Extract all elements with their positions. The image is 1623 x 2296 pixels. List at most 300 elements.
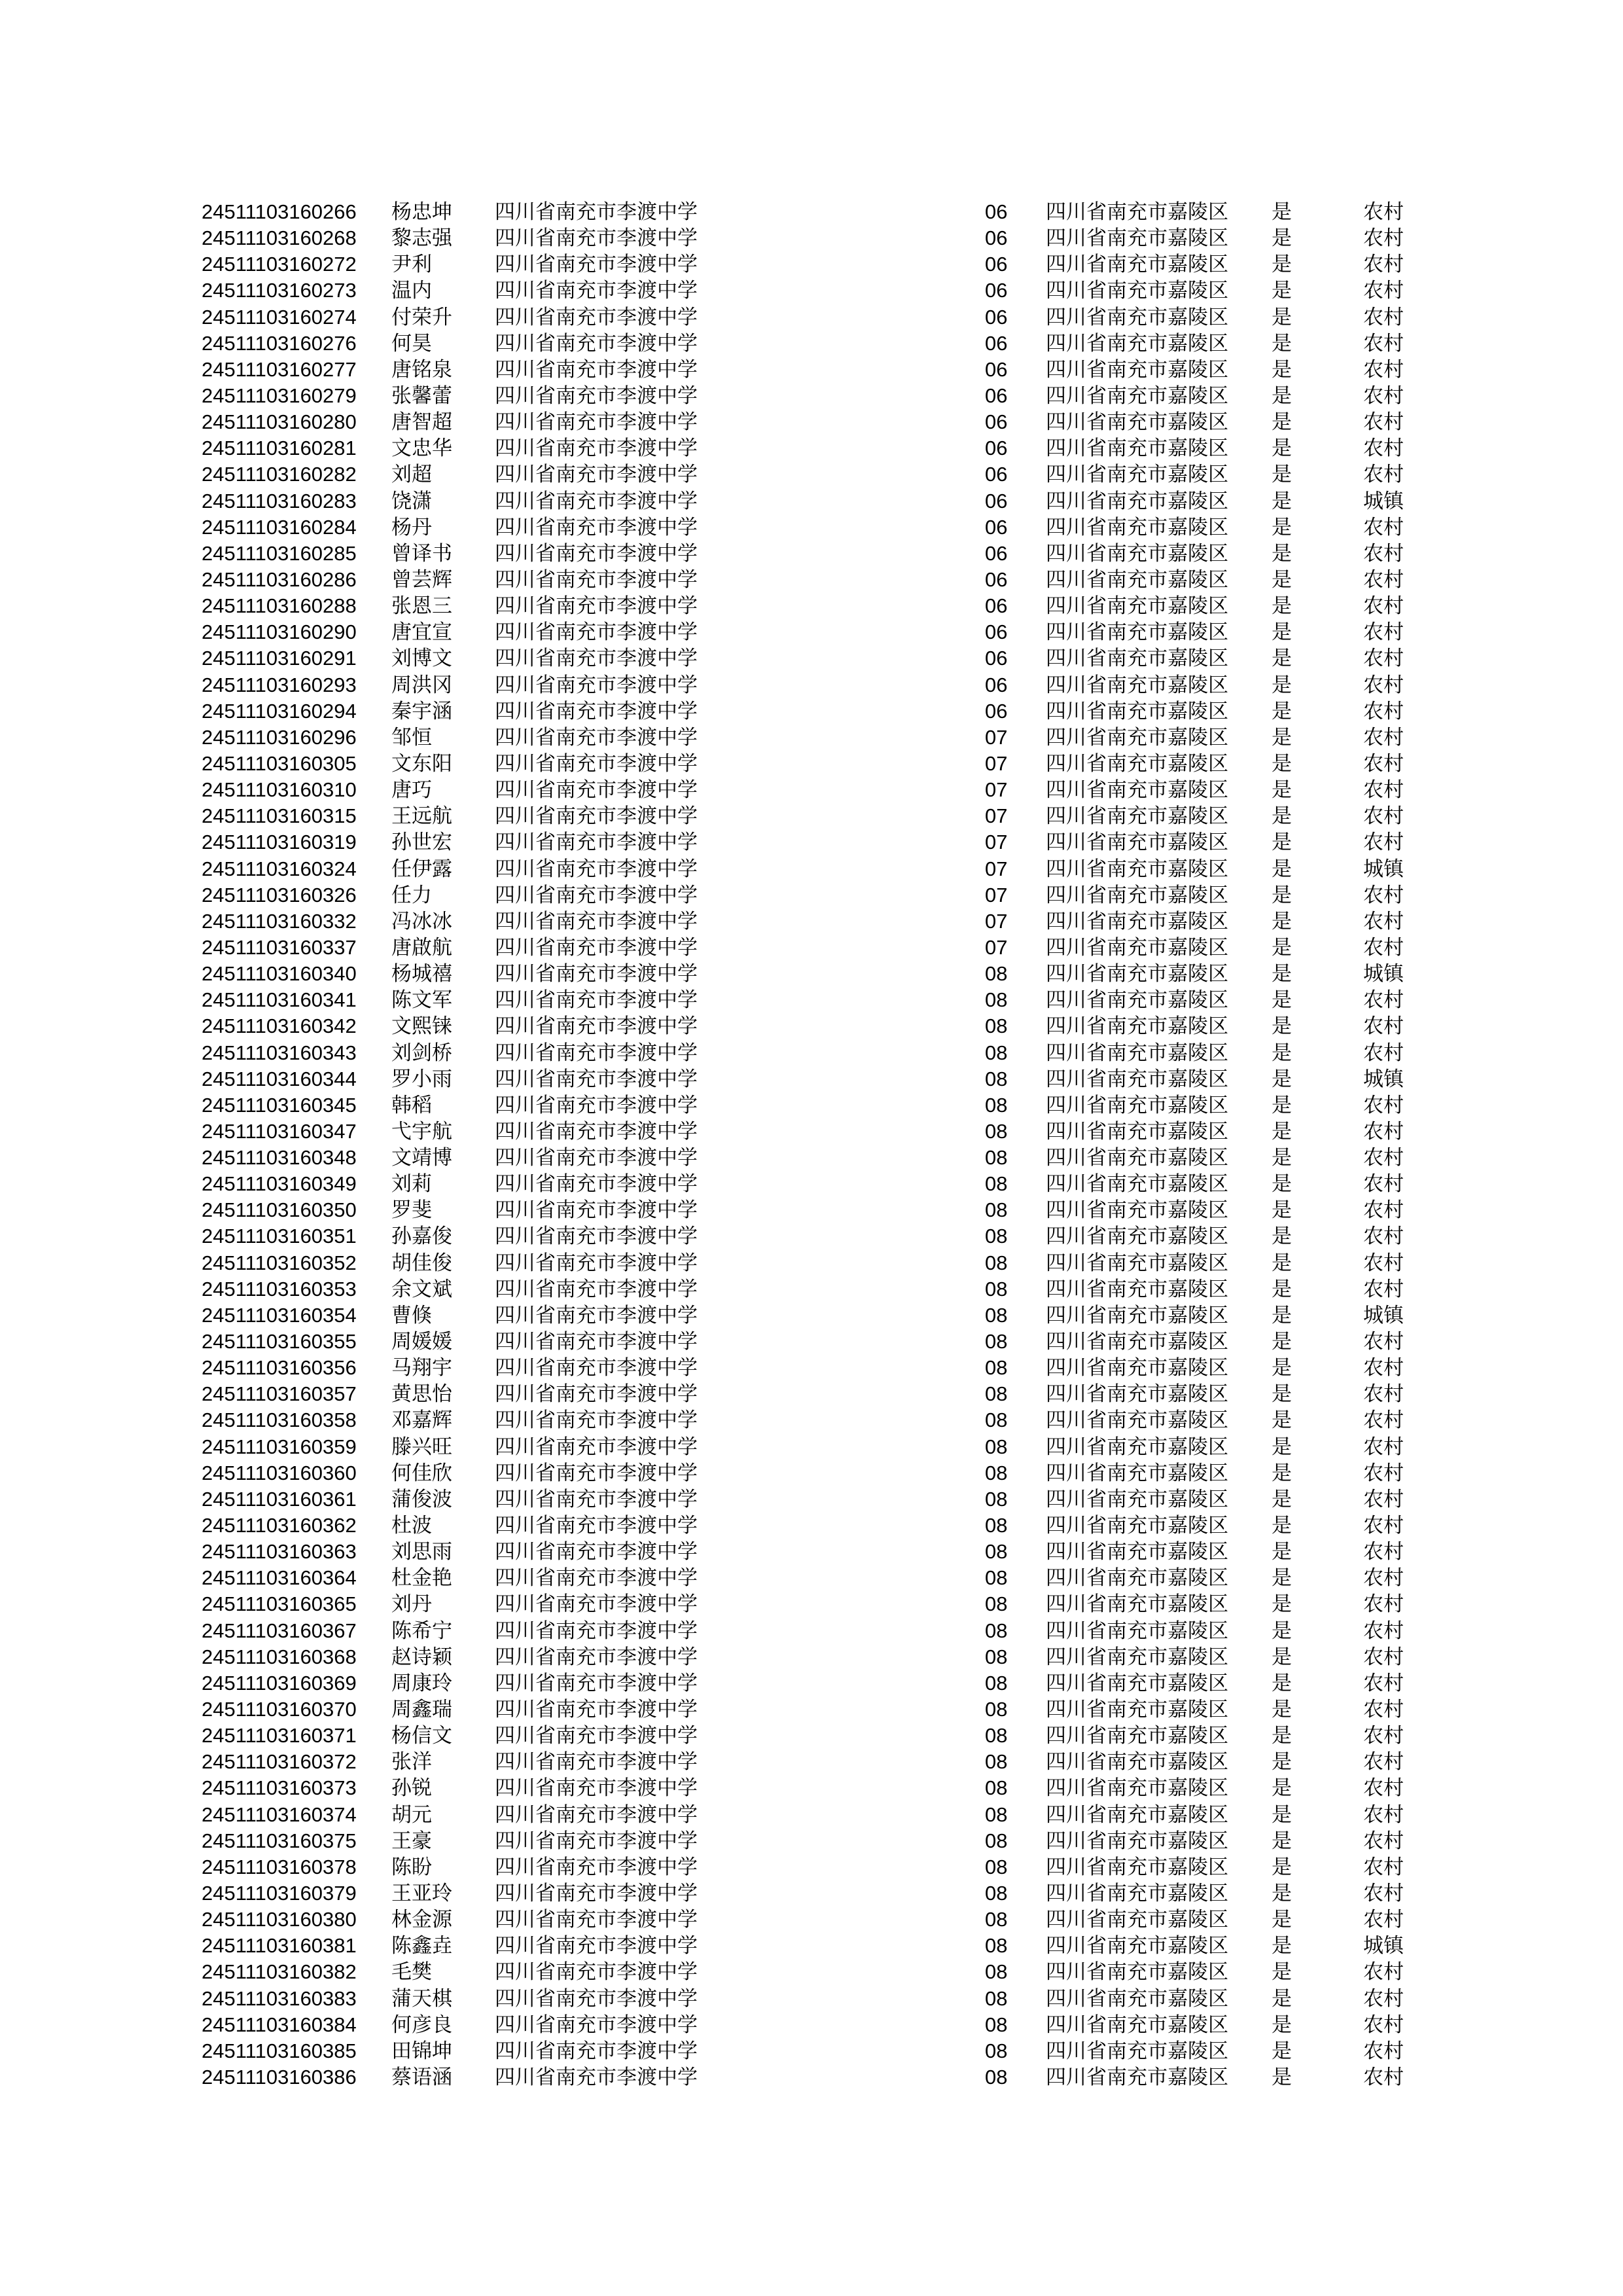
table-row	[0, 1171, 1623, 1197]
exam-number-cell: 24511103160347	[202, 1119, 357, 1143]
student-name-cell: 刘莉	[391, 1172, 432, 1196]
school-cell: 四川省南充市李渡中学	[495, 988, 698, 1013]
exam-number-cell: 24511103160345	[202, 1093, 357, 1117]
student-name-cell: 刘丹	[391, 1592, 432, 1617]
residence-type-cell: 农村	[1363, 883, 1404, 907]
table-row	[0, 1066, 1623, 1092]
student-name-cell: 胡元	[391, 1803, 432, 1827]
table-row	[0, 1460, 1623, 1486]
exam-number-cell: 24511103160290	[202, 620, 357, 644]
region-cell: 四川省南充市嘉陵区	[1046, 1408, 1228, 1433]
student-name-cell: 刘思雨	[391, 1540, 452, 1564]
exam-number-cell: 24511103160371	[202, 1724, 357, 1748]
table-row	[0, 1145, 1623, 1171]
school-cell: 四川省南充市李渡中学	[495, 1803, 698, 1827]
region-cell: 四川省南充市嘉陵区	[1046, 831, 1228, 855]
student-name-cell: 周洪冈	[391, 673, 452, 697]
table-row	[0, 1880, 1623, 1907]
table-row	[0, 541, 1623, 567]
school-cell: 四川省南充市李渡中学	[495, 489, 698, 513]
table-row	[0, 1407, 1623, 1433]
region-cell: 四川省南充市嘉陵区	[1046, 1960, 1228, 1984]
flag-cell: 是	[1272, 1671, 1292, 1695]
exam-number-cell: 24511103160294	[202, 699, 357, 723]
region-cell: 四川省南充市嘉陵区	[1046, 226, 1228, 251]
flag-cell: 是	[1272, 1461, 1292, 1485]
student-name-cell: 余文斌	[391, 1277, 452, 1301]
student-name-cell: 冯冰冰	[391, 909, 452, 933]
residence-type-cell: 农村	[1363, 1014, 1404, 1039]
table-row	[0, 409, 1623, 435]
student-name-cell: 王亚玲	[391, 1882, 452, 1905]
school-cell: 四川省南充市李渡中学	[495, 778, 698, 802]
exam-number-cell: 24511103160350	[202, 1198, 357, 1222]
school-cell: 四川省南充市李渡中学	[495, 1855, 698, 1879]
student-name-cell: 蔡语涵	[391, 2065, 452, 2089]
school-cell: 四川省南充市李渡中学	[495, 647, 698, 671]
class-code-cell: 08	[985, 1487, 1008, 1511]
table-row	[0, 2038, 1623, 2064]
residence-type-cell: 农村	[1363, 567, 1404, 592]
flag-cell: 是	[1272, 1093, 1292, 1117]
residence-type-cell: 农村	[1363, 1960, 1404, 1984]
exam-number-cell: 24511103160356	[202, 1356, 357, 1380]
table-row	[0, 488, 1623, 514]
class-code-cell: 06	[985, 489, 1008, 512]
school-cell: 四川省南充市李渡中学	[495, 1382, 698, 1407]
exam-number-cell: 24511103160332	[202, 909, 357, 933]
flag-cell: 是	[1272, 200, 1292, 224]
table-row	[0, 1591, 1623, 1617]
school-cell: 四川省南充市李渡中学	[495, 2013, 698, 2037]
residence-type-cell: 农村	[1363, 384, 1404, 408]
region-cell: 四川省南充市嘉陵区	[1046, 1356, 1228, 1380]
school-cell: 四川省南充市李渡中学	[495, 1408, 698, 1433]
school-cell: 四川省南充市李渡中学	[495, 357, 698, 382]
school-cell: 四川省南充市李渡中学	[495, 1330, 698, 1354]
student-name-cell: 杨丹	[391, 515, 432, 539]
residence-type-cell: 农村	[1363, 1119, 1404, 1143]
class-code-cell: 08	[985, 1198, 1008, 1222]
flag-cell: 是	[1272, 1067, 1292, 1091]
class-code-cell: 08	[985, 962, 1008, 986]
flag-cell: 是	[1272, 253, 1292, 277]
region-cell: 四川省南充市嘉陵区	[1046, 567, 1228, 592]
school-cell: 四川省南充市李渡中学	[495, 463, 698, 487]
school-cell: 四川省南充市李渡中学	[495, 279, 698, 303]
flag-cell: 是	[1272, 1277, 1292, 1301]
residence-type-cell: 农村	[1363, 357, 1404, 382]
region-cell: 四川省南充市嘉陵区	[1046, 1514, 1228, 1538]
student-name-cell: 周鑫瑞	[391, 1698, 452, 1722]
table-row	[0, 1618, 1623, 1644]
student-name-cell: 唐宜宣	[391, 620, 452, 645]
student-name-cell: 任伊露	[391, 857, 452, 881]
exam-number-cell: 24511103160296	[202, 725, 357, 749]
school-cell: 四川省南充市李渡中学	[495, 226, 698, 251]
student-name-cell: 唐智超	[391, 410, 452, 435]
flag-cell: 是	[1272, 331, 1292, 355]
exam-number-cell: 24511103160343	[202, 1041, 357, 1064]
school-cell: 四川省南充市李渡中学	[495, 1566, 698, 1590]
region-cell: 四川省南充市嘉陵区	[1046, 1566, 1228, 1590]
residence-type-cell: 农村	[1363, 1592, 1404, 1617]
exam-number-cell: 24511103160288	[202, 594, 357, 618]
table-row	[0, 1513, 1623, 1539]
class-code-cell: 08	[985, 1172, 1008, 1196]
exam-number-cell: 24511103160364	[202, 1566, 357, 1590]
residence-type-cell: 农村	[1363, 1566, 1404, 1590]
class-code-cell: 08	[985, 1882, 1008, 1905]
region-cell: 四川省南充市嘉陵区	[1046, 620, 1228, 645]
residence-type-cell: 农村	[1363, 1619, 1404, 1643]
flag-cell: 是	[1272, 778, 1292, 802]
table-row	[0, 331, 1623, 357]
table-row	[0, 251, 1623, 278]
flag-cell: 是	[1272, 1172, 1292, 1196]
exam-number-cell: 24511103160378	[202, 1855, 357, 1878]
class-code-cell: 08	[985, 2065, 1008, 2089]
class-code-cell: 08	[985, 1514, 1008, 1537]
exam-number-cell: 24511103160273	[202, 279, 357, 302]
region-cell: 四川省南充市嘉陵区	[1046, 883, 1228, 907]
class-code-cell: 08	[985, 1619, 1008, 1642]
exam-number-cell: 24511103160337	[202, 935, 357, 959]
exam-number-cell: 24511103160279	[202, 384, 357, 407]
table-row	[0, 645, 1623, 672]
exam-number-cell: 24511103160305	[202, 751, 357, 775]
residence-type-cell: 农村	[1363, 1093, 1404, 1117]
flag-cell: 是	[1272, 489, 1292, 513]
flag-cell: 是	[1272, 2039, 1292, 2063]
region-cell: 四川省南充市嘉陵区	[1046, 1724, 1228, 1748]
school-cell: 四川省南充市李渡中学	[495, 1067, 698, 1091]
class-code-cell: 08	[985, 1566, 1008, 1590]
student-name-cell: 周康玲	[391, 1671, 452, 1695]
student-name-cell: 付荣升	[391, 305, 452, 329]
residence-type-cell: 农村	[1363, 673, 1404, 697]
region-cell: 四川省南充市嘉陵区	[1046, 857, 1228, 881]
residence-type-cell: 农村	[1363, 594, 1404, 619]
class-code-cell: 06	[985, 331, 1008, 355]
exam-number-cell: 24511103160342	[202, 1014, 357, 1038]
region-cell: 四川省南充市嘉陵区	[1046, 331, 1228, 355]
exam-number-cell: 24511103160349	[202, 1172, 357, 1196]
school-cell: 四川省南充市李渡中学	[495, 1540, 698, 1564]
exam-number-cell: 24511103160293	[202, 673, 357, 696]
flag-cell: 是	[1272, 1776, 1292, 1801]
class-code-cell: 08	[985, 1645, 1008, 1668]
table-row	[0, 1381, 1623, 1407]
table-row	[0, 199, 1623, 225]
residence-type-cell: 农村	[1363, 2065, 1404, 2089]
class-code-cell: 08	[985, 988, 1008, 1012]
region-cell: 四川省南充市嘉陵区	[1046, 1146, 1228, 1170]
exam-number-cell: 24511103160283	[202, 489, 357, 512]
flag-cell: 是	[1272, 1619, 1292, 1643]
school-cell: 四川省南充市李渡中学	[495, 857, 698, 881]
class-code-cell: 06	[985, 515, 1008, 539]
school-cell: 四川省南充市李渡中学	[495, 437, 698, 461]
exam-number-cell: 24511103160272	[202, 253, 357, 276]
residence-type-cell: 城镇	[1363, 1067, 1404, 1091]
table-row	[0, 304, 1623, 331]
table-row	[0, 1802, 1623, 1828]
flag-cell: 是	[1272, 305, 1292, 329]
flag-cell: 是	[1272, 1382, 1292, 1407]
exam-number-cell: 24511103160355	[202, 1330, 357, 1354]
class-code-cell: 06	[985, 673, 1008, 696]
exam-number-cell: 24511103160340	[202, 962, 357, 986]
student-name-cell: 陈文军	[391, 988, 452, 1013]
region-cell: 四川省南充市嘉陵区	[1046, 935, 1228, 960]
exam-number-cell: 24511103160280	[202, 410, 357, 434]
class-code-cell: 08	[985, 1303, 1008, 1327]
exam-number-cell: 24511103160319	[202, 831, 357, 854]
school-cell: 四川省南充市李渡中学	[495, 1225, 698, 1249]
school-cell: 四川省南充市李渡中学	[495, 909, 698, 933]
residence-type-cell: 农村	[1363, 1251, 1404, 1275]
student-name-cell: 文忠华	[391, 437, 452, 461]
residence-type-cell: 农村	[1363, 1172, 1404, 1196]
exam-number-cell: 24511103160326	[202, 883, 357, 906]
exam-number-cell: 24511103160352	[202, 1251, 357, 1274]
class-code-cell: 08	[985, 1435, 1008, 1458]
region-cell: 四川省南充市嘉陵区	[1046, 751, 1228, 776]
residence-type-cell: 农村	[1363, 1146, 1404, 1170]
residence-type-cell: 农村	[1363, 1225, 1404, 1249]
school-cell: 四川省南充市李渡中学	[495, 1645, 698, 1669]
region-cell: 四川省南充市嘉陵区	[1046, 1698, 1228, 1722]
exam-number-cell: 24511103160353	[202, 1277, 357, 1300]
region-cell: 四川省南充市嘉陵区	[1046, 437, 1228, 461]
exam-number-cell: 24511103160383	[202, 1986, 357, 2010]
student-name-cell: 唐啟航	[391, 935, 452, 960]
school-cell: 四川省南充市李渡中学	[495, 305, 698, 329]
student-name-cell: 张洋	[391, 1750, 432, 1774]
school-cell: 四川省南充市李渡中学	[495, 1986, 698, 2011]
student-name-cell: 文靖博	[391, 1146, 452, 1170]
residence-type-cell: 农村	[1363, 1908, 1404, 1932]
exam-number-cell: 24511103160276	[202, 331, 357, 355]
class-code-cell: 08	[985, 1908, 1008, 1931]
table-row	[0, 1565, 1623, 1591]
flag-cell: 是	[1272, 857, 1292, 881]
flag-cell: 是	[1272, 1435, 1292, 1459]
school-cell: 四川省南充市李渡中学	[495, 1119, 698, 1143]
class-code-cell: 06	[985, 279, 1008, 302]
school-cell: 四川省南充市李渡中学	[495, 1251, 698, 1275]
student-name-cell: 刘剑桥	[391, 1041, 452, 1065]
student-name-cell: 滕兴旺	[391, 1435, 452, 1459]
exam-number-cell: 24511103160384	[202, 2013, 357, 2036]
school-cell: 四川省南充市李渡中学	[495, 1671, 698, 1695]
school-cell: 四川省南充市李渡中学	[495, 1093, 698, 1117]
region-cell: 四川省南充市嘉陵区	[1046, 1119, 1228, 1143]
school-cell: 四川省南充市李渡中学	[495, 1461, 698, 1485]
school-cell: 四川省南充市李渡中学	[495, 831, 698, 855]
region-cell: 四川省南充市嘉陵区	[1046, 410, 1228, 435]
school-cell: 四川省南充市李渡中学	[495, 673, 698, 697]
class-code-cell: 08	[985, 1960, 1008, 1984]
school-cell: 四川省南充市李渡中学	[495, 620, 698, 645]
residence-type-cell: 农村	[1363, 1435, 1404, 1459]
residence-type-cell: 农村	[1363, 620, 1404, 645]
flag-cell: 是	[1272, 699, 1292, 723]
school-cell: 四川省南充市李渡中学	[495, 1041, 698, 1065]
exam-number-cell: 24511103160274	[202, 305, 357, 329]
class-code-cell: 07	[985, 751, 1008, 775]
region-cell: 四川省南充市嘉陵区	[1046, 594, 1228, 619]
school-cell: 四川省南充市李渡中学	[495, 1750, 698, 1774]
table-row	[0, 1907, 1623, 1933]
flag-cell: 是	[1272, 673, 1292, 697]
region-cell: 四川省南充市嘉陵区	[1046, 1172, 1228, 1196]
region-cell: 四川省南充市嘉陵区	[1046, 1671, 1228, 1695]
class-code-cell: 07	[985, 857, 1008, 880]
table-row	[0, 987, 1623, 1013]
region-cell: 四川省南充市嘉陵区	[1046, 2039, 1228, 2063]
exam-number-cell: 24511103160375	[202, 1829, 357, 1852]
table-row	[0, 2012, 1623, 2038]
region-cell: 四川省南充市嘉陵区	[1046, 305, 1228, 329]
table-row	[0, 1302, 1623, 1329]
class-code-cell: 07	[985, 778, 1008, 802]
school-cell: 四川省南充市李渡中学	[495, 200, 698, 224]
student-name-cell: 文东阳	[391, 751, 452, 776]
school-cell: 四川省南充市李渡中学	[495, 1698, 698, 1722]
student-name-cell: 孙锐	[391, 1776, 432, 1801]
student-name-cell: 蒲天棋	[391, 1986, 452, 2011]
residence-type-cell: 农村	[1363, 541, 1404, 565]
school-cell: 四川省南充市李渡中学	[495, 1619, 698, 1643]
class-code-cell: 08	[985, 1855, 1008, 1878]
class-code-cell: 08	[985, 1698, 1008, 1721]
exam-number-cell: 24511103160357	[202, 1382, 357, 1406]
residence-type-cell: 农村	[1363, 200, 1404, 224]
school-cell: 四川省南充市李渡中学	[495, 594, 698, 619]
exam-number-cell: 24511103160354	[202, 1303, 357, 1327]
flag-cell: 是	[1272, 567, 1292, 592]
roster-table	[0, 199, 1623, 2090]
class-code-cell: 08	[985, 1829, 1008, 1852]
flag-cell: 是	[1272, 1750, 1292, 1774]
region-cell: 四川省南充市嘉陵区	[1046, 988, 1228, 1013]
class-code-cell: 07	[985, 909, 1008, 933]
class-code-cell: 08	[985, 1330, 1008, 1354]
table-row	[0, 908, 1623, 935]
flag-cell: 是	[1272, 831, 1292, 855]
table-row	[0, 961, 1623, 987]
flag-cell: 是	[1272, 226, 1292, 251]
flag-cell: 是	[1272, 1592, 1292, 1617]
region-cell: 四川省南充市嘉陵区	[1046, 200, 1228, 224]
exam-number-cell: 24511103160266	[202, 200, 357, 223]
exam-number-cell: 24511103160324	[202, 857, 357, 880]
flag-cell: 是	[1272, 909, 1292, 933]
exam-number-cell: 24511103160315	[202, 804, 357, 828]
table-row	[0, 672, 1623, 698]
region-cell: 四川省南充市嘉陵区	[1046, 1093, 1228, 1117]
class-code-cell: 08	[985, 1540, 1008, 1564]
table-row	[0, 1828, 1623, 1854]
student-name-cell: 黄思怡	[391, 1382, 452, 1407]
flag-cell: 是	[1272, 1908, 1292, 1932]
student-name-cell: 林金源	[391, 1908, 452, 1932]
flag-cell: 是	[1272, 883, 1292, 907]
school-cell: 四川省南充市李渡中学	[495, 1014, 698, 1039]
class-code-cell: 06	[985, 200, 1008, 223]
student-name-cell: 何昊	[391, 331, 432, 355]
table-row	[0, 461, 1623, 488]
student-name-cell: 孙世宏	[391, 831, 452, 855]
table-row	[0, 1959, 1623, 1985]
student-name-cell: 曹倏	[391, 1303, 432, 1327]
table-row	[0, 278, 1623, 304]
flag-cell: 是	[1272, 279, 1292, 303]
student-name-cell: 唐铭泉	[391, 357, 452, 382]
student-name-cell: 唐巧	[391, 778, 432, 802]
exam-number-cell: 24511103160359	[202, 1435, 357, 1458]
school-cell: 四川省南充市李渡中学	[495, 1487, 698, 1511]
class-code-cell: 08	[985, 1461, 1008, 1484]
flag-cell: 是	[1272, 1934, 1292, 1958]
exam-number-cell: 24511103160291	[202, 647, 357, 670]
class-code-cell: 08	[985, 1408, 1008, 1432]
table-row	[0, 1749, 1623, 1775]
exam-number-cell: 24511103160358	[202, 1408, 357, 1432]
student-name-cell: 刘超	[391, 463, 432, 487]
residence-type-cell: 农村	[1363, 1356, 1404, 1380]
student-name-cell: 陈鑫垚	[391, 1934, 452, 1958]
class-code-cell: 07	[985, 831, 1008, 854]
school-cell: 四川省南充市李渡中学	[495, 1435, 698, 1459]
exam-number-cell: 24511103160282	[202, 463, 357, 486]
residence-type-cell: 城镇	[1363, 857, 1404, 881]
region-cell: 四川省南充市嘉陵区	[1046, 1803, 1228, 1827]
residence-type-cell: 农村	[1363, 1724, 1404, 1748]
table-row	[0, 1775, 1623, 1801]
flag-cell: 是	[1272, 1855, 1292, 1879]
student-name-cell: 杜波	[391, 1514, 432, 1538]
residence-type-cell: 城镇	[1363, 1934, 1404, 1958]
flag-cell: 是	[1272, 751, 1292, 776]
table-row	[0, 2064, 1623, 2090]
flag-cell: 是	[1272, 1514, 1292, 1538]
residence-type-cell: 农村	[1363, 1461, 1404, 1485]
student-name-cell: 杨忠坤	[391, 200, 452, 224]
residence-type-cell: 农村	[1363, 463, 1404, 487]
region-cell: 四川省南充市嘉陵区	[1046, 1330, 1228, 1354]
exam-number-cell: 24511103160341	[202, 988, 357, 1012]
class-code-cell: 06	[985, 541, 1008, 565]
student-name-cell: 杨信文	[391, 1724, 452, 1748]
flag-cell: 是	[1272, 1041, 1292, 1065]
region-cell: 四川省南充市嘉陵区	[1046, 1776, 1228, 1801]
residence-type-cell: 农村	[1363, 935, 1404, 960]
table-row	[0, 1670, 1623, 1696]
flag-cell: 是	[1272, 1303, 1292, 1327]
table-row	[0, 1986, 1623, 2012]
region-cell: 四川省南充市嘉陵区	[1046, 1619, 1228, 1643]
school-cell: 四川省南充市李渡中学	[495, 699, 698, 723]
school-cell: 四川省南充市李渡中学	[495, 962, 698, 986]
school-cell: 四川省南充市李渡中学	[495, 253, 698, 277]
flag-cell: 是	[1272, 1882, 1292, 1905]
residence-type-cell: 农村	[1363, 1645, 1404, 1669]
flag-cell: 是	[1272, 594, 1292, 619]
residence-type-cell: 城镇	[1363, 489, 1404, 513]
